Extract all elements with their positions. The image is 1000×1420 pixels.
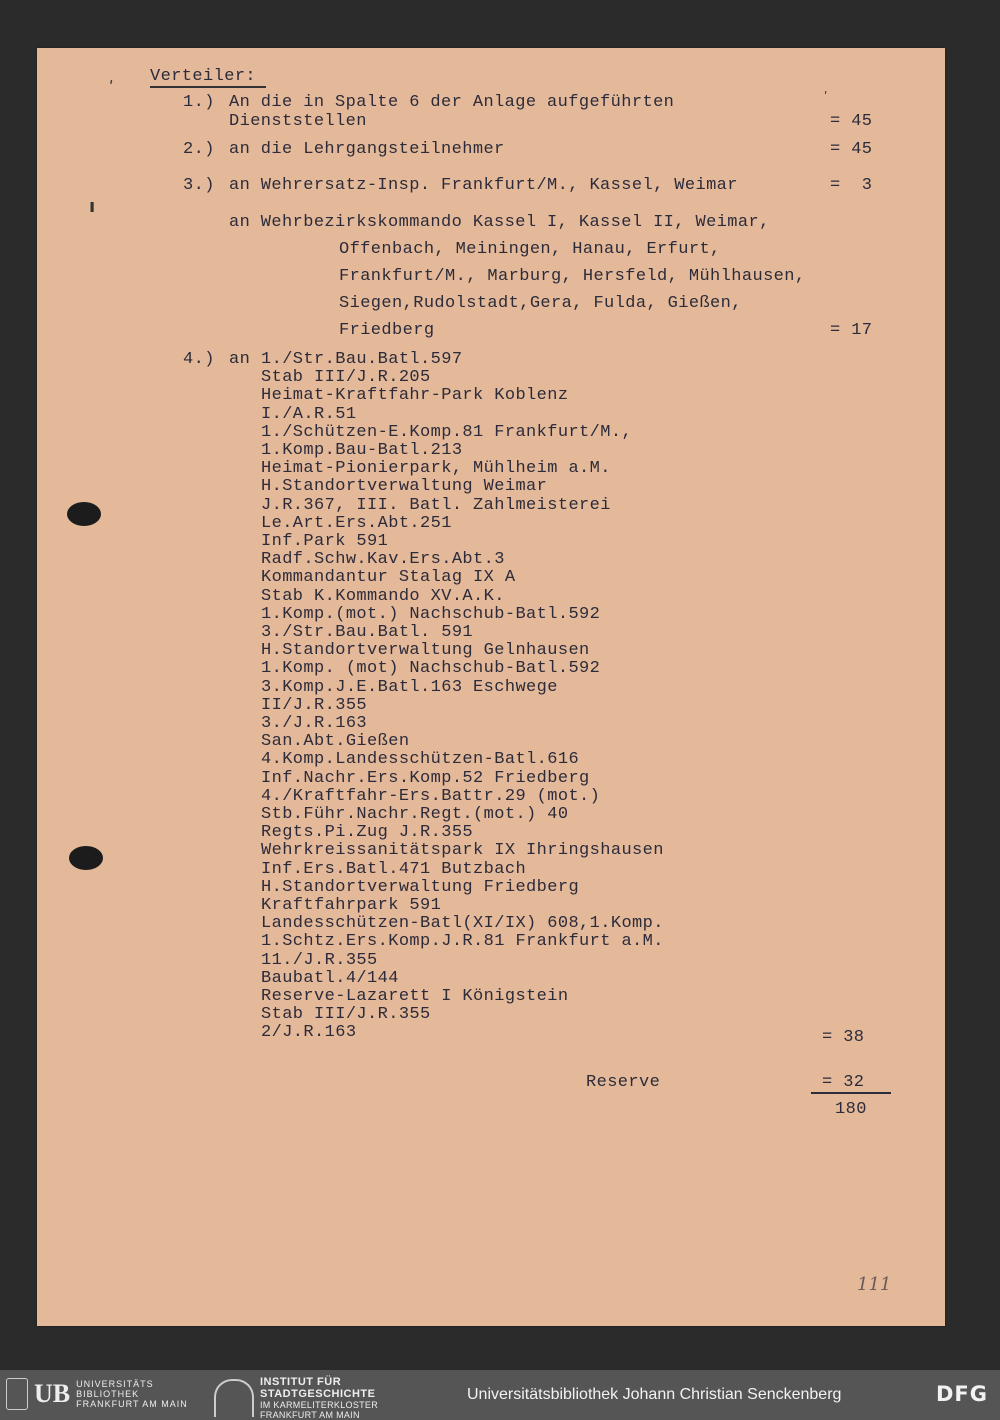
unit-list-item: Stb.Führ.Nachr.Regt.(mot.) 40 bbox=[261, 805, 569, 824]
item-2-text: an die Lehrgangsteilnehmer bbox=[229, 140, 505, 159]
item-3-count: = 3 bbox=[830, 176, 873, 195]
unit-list-item: Reserve-Lazarett I Königstein bbox=[261, 987, 569, 1006]
item-2-count: = 45 bbox=[830, 140, 873, 159]
reserve-count: = 32 bbox=[822, 1073, 865, 1092]
sum-rule bbox=[811, 1092, 891, 1094]
item-4-prefix: an bbox=[229, 350, 251, 369]
unit-list-item: 1.Komp.Bau-Batl.213 bbox=[261, 441, 463, 460]
reserve-label: Reserve bbox=[586, 1073, 661, 1092]
unit-list-item: Wehrkreissanitätspark IX Ihringshausen bbox=[261, 841, 664, 861]
item-1-text: An die in Spalte 6 der Anlage aufgeführten bbox=[229, 93, 675, 112]
unit-list-item: San.Abt.Gießen bbox=[261, 732, 410, 752]
unit-list-item: II/J.R.355 bbox=[261, 695, 368, 715]
wbk-count: = 17 bbox=[830, 321, 873, 340]
unit-list-item: Radf.Schw.Kav.Ers.Abt.3 bbox=[261, 550, 505, 570]
unit-list-item: 4./Kraftfahr-Ers.Battr.29 (mot.) bbox=[261, 786, 601, 806]
item-1-number: 1.) bbox=[183, 93, 215, 112]
unit-list-item: Landesschützen-Batl(XI/IX) 608,1.Komp. bbox=[261, 914, 664, 934]
unit-list-item: J.R.367, III. Batl. Zahlmeisterei bbox=[261, 495, 611, 515]
library-name[interactable]: Universitätsbibliothek Johann Christian Senckenberg bbox=[467, 1386, 842, 1403]
item-3-number: 3.) bbox=[183, 176, 215, 195]
isg-line-4: FRANKFURT AM MAIN bbox=[260, 1410, 360, 1420]
unit-list-item: Regts.Pi.Zug J.R.355 bbox=[261, 823, 474, 843]
isg-line-1: INSTITUT FÜR bbox=[260, 1376, 342, 1388]
pencil-mark: ʹ bbox=[109, 78, 114, 97]
unit-list-item: Inf.Park 591 bbox=[261, 532, 389, 551]
unit-list-item: H.Standortverwaltung Gelnhausen bbox=[261, 641, 590, 661]
item-1-text-continued: Dienststellen bbox=[229, 112, 367, 131]
punch-hole-top bbox=[67, 502, 101, 526]
unit-list-item: Inf.Ers.Batl.471 Butzbach bbox=[261, 859, 527, 879]
unit-list-item: H.Standortverwaltung Friedberg bbox=[261, 877, 580, 897]
unit-list-item: H.Standortverwaltung Weimar bbox=[261, 477, 548, 497]
isg-line-2: STADTGESCHICHTE bbox=[260, 1388, 376, 1400]
item-1-count: = 45 bbox=[830, 112, 873, 131]
pencil-mark: ı bbox=[89, 196, 96, 217]
item-3-text: an Wehrersatz-Insp. Frankfurt/M., Kassel, Weimar bbox=[229, 176, 738, 195]
unit-list-item: Heimat-Pionierpark, Mühlheim a.M. bbox=[261, 459, 611, 479]
page-number-mark: 111 bbox=[857, 1274, 892, 1295]
unit-list-item: Le.Art.Ers.Abt.251 bbox=[261, 513, 452, 533]
unit-list-item: Stab K.Kommando XV.A.K. bbox=[261, 586, 505, 606]
wbk-line: Siegen,Rudolstadt,Gera, Fulda, Gießen, bbox=[339, 294, 742, 313]
unit-list-item: Heimat-Kraftfahr-Park Koblenz bbox=[261, 386, 569, 406]
unit-list-item: 2/J.R.163 bbox=[261, 1023, 357, 1043]
unit-list-item: I./A.R.51 bbox=[261, 404, 357, 424]
ub-line-2: BIBLIOTHEK bbox=[76, 1389, 140, 1399]
unit-list-item: 1./Str.Bau.Batl.597 bbox=[261, 350, 463, 369]
unit-list-item: Kraftfahrpark 591 bbox=[261, 896, 442, 915]
isg-logo[interactable] bbox=[214, 1376, 378, 1420]
unit-list-item: 3.Komp.J.E.Batl.163 Eschwege bbox=[261, 677, 558, 697]
ub-line-1: UNIVERSITÄTS bbox=[76, 1379, 154, 1389]
ub-logo-text: UB bbox=[34, 1379, 71, 1408]
punch-hole-bottom bbox=[69, 846, 103, 870]
footer-bar bbox=[0, 1370, 1000, 1420]
unit-list-item: Stab III/J.R.355 bbox=[261, 1005, 431, 1025]
item-4-number: 4.) bbox=[183, 350, 215, 369]
document-page bbox=[37, 48, 945, 1326]
unit-list-item: 1.Schtz.Ers.Komp.J.R.81 Frankfurt a.M. bbox=[261, 932, 664, 952]
distribution-heading: Verteiler: bbox=[150, 68, 266, 88]
wbk-intro: an Wehrbezirkskommando Kassel I, Kassel II, Weimar, bbox=[229, 213, 770, 232]
unit-list-item: Inf.Nachr.Ers.Komp.52 Friedberg bbox=[261, 768, 590, 788]
unit-list-item: 3./Str.Bau.Batl. 591 bbox=[261, 623, 474, 642]
isg-arch-icon bbox=[214, 1379, 254, 1417]
wbk-line: Frankfurt/M., Marburg, Hersfeld, Mühlhausen, bbox=[339, 267, 806, 286]
wbk-line: Friedberg bbox=[339, 321, 435, 340]
unit-list-item: 1.Komp. (mot) Nachschub-Batl.592 bbox=[261, 659, 601, 679]
unit-list-item: 3./J.R.163 bbox=[261, 714, 368, 733]
ub-line-3: FRANKFURT AM MAIN bbox=[76, 1399, 188, 1409]
wbk-line: Offenbach, Meiningen, Hanau, Erfurt, bbox=[339, 240, 721, 259]
pencil-mark: ʹ bbox=[824, 90, 828, 104]
item-2-number: 2.) bbox=[183, 140, 215, 159]
unit-list-item: Stab III/J.R.205 bbox=[261, 368, 431, 388]
unit-list-item: 1./Schützen-E.Komp.81 Frankfurt/M., bbox=[261, 422, 633, 442]
isg-line-3: IM KARMELITERKLOSTER bbox=[260, 1400, 379, 1410]
unit-list-item: 1.Komp.(mot.) Nachschub-Batl.592 bbox=[261, 604, 601, 624]
unit-list-item: Kommandantur Stalag IX A bbox=[261, 568, 516, 588]
ub-logo[interactable] bbox=[6, 1378, 188, 1410]
unit-list-item: 11./J.R.355 bbox=[261, 950, 378, 970]
ub-emblem-icon bbox=[6, 1378, 28, 1410]
unit-list-item: Baubatl.4/144 bbox=[261, 968, 399, 988]
total-count: 180 bbox=[835, 1100, 867, 1119]
unit-list-item: 4.Komp.Landesschützen-Batl.616 bbox=[261, 750, 580, 770]
dfg-logo[interactable]: DFG bbox=[936, 1382, 989, 1406]
item-4-count: = 38 bbox=[822, 1028, 865, 1047]
